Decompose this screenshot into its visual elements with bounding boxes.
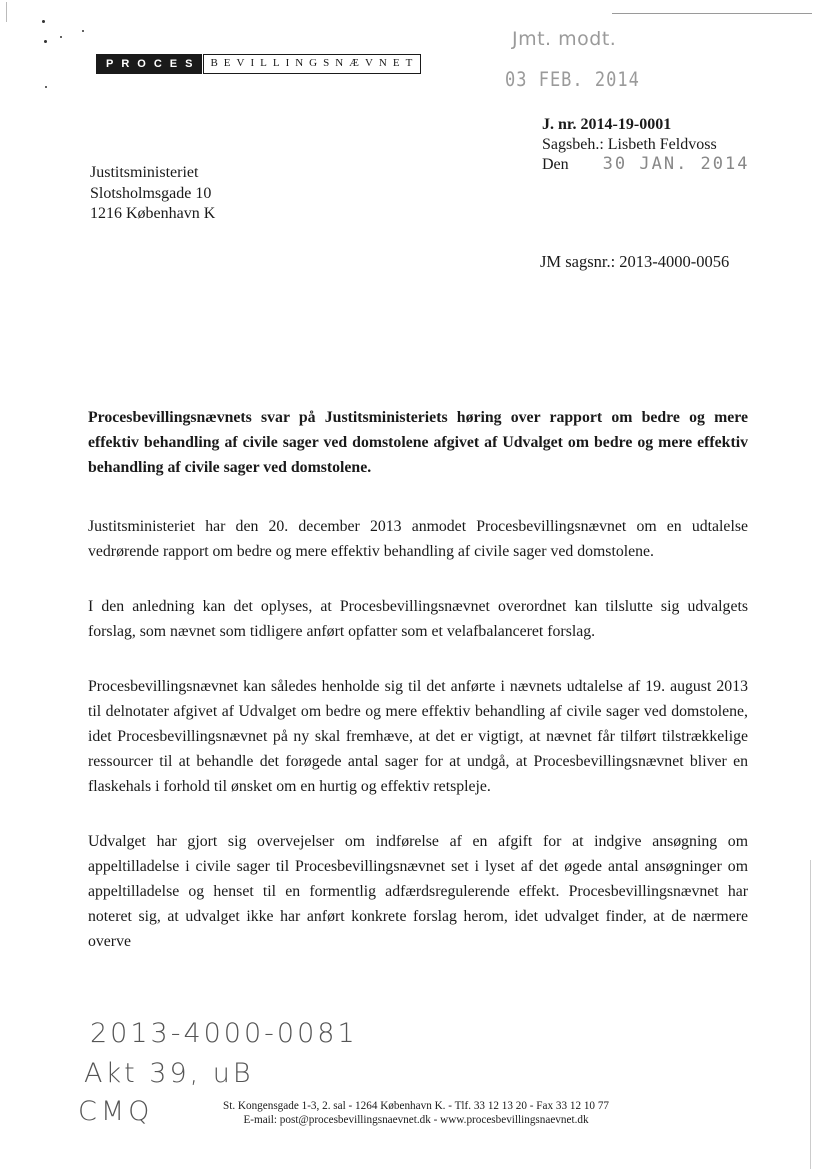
body-paragraph: Justitsministeriet har den 20. december 2013 anmodet Procesbevillingsnævnet om en udtalelse vedrørende rapport om bedre og mere effektiv behandling af civile sager ved domstolene. [88,518,748,560]
case-number: J. nr. 2014-19-0001 [542,116,672,133]
body-paragraph: Procesbevillingsnævnet kan således henholde sig til det anførte i nævnets udtalelse af 19. august 2013 til delnotater afgivet af Udvalget om bedre og mere effektiv behandling af civile sager ved domstolene, idet Procesbevillingsnævnet på ny skal fremhæve, at det er vigtigt, at nævnet får tilført tilstrækkelige ressourcer til at behandle det forøgede antal sager for at undgå, at Procesbevillingsnævnet bliver en flaskehals i forhold til ønsket om en hurtig og effektiv retspleje. [88,678,748,795]
footer-contact: E-mail: post@procesbevillingsnaevnet.dk - www.procesbevillingsnaevnet.dk [243,1114,589,1126]
footer-address: St. Kongensgade 1-3, 2. sal - 1264 København K. - Tlf. 33 12 13 20 - Fax 33 12 10 77 [222,1100,610,1112]
organization-logo [96,54,421,74]
received-date-stamp: 03 FEB. 2014 [505,68,640,92]
letter-date [542,154,749,175]
recipient-city: 1216 København K [90,205,216,222]
letter-footer [186,1099,646,1127]
body-paragraph: Udvalget har gjort sig overvejelser om indførelse af en afgift for at indgive ansøgning om appeltilladelse i civile sager til Procesbevillingsnævnet set i lyset af det øgede antal ansøgninger om appeltilladelse og henset til en formentlig adfærdsregulerende effekt. Procesbevillingsnævnet har noteret sig, at udvalget ikke har anført konkrete forslag herom, idet udvalget finder, at de nærmere overve [88,833,748,950]
recipient-name: Justitsministeriet [90,164,199,181]
handwritten-document-ref: Akt 39, uB [84,1058,254,1089]
scan-speck [82,30,84,32]
scan-speck [45,86,47,88]
letter-heading: Procesbevillingsnævnets svar på Justitsministeriets høring over rapport om bedre og mere effektiv behandling af civile sager ved domstolene afgivet af Udvalget om bedre og mere effektiv behandling af civile sager ved domstolene. [88,409,748,476]
scan-speck [42,20,45,23]
scan-speck [44,40,47,43]
scan-edge-line [810,860,811,1169]
case-handler: Sagsbeh.: Lisbeth Feldvoss [542,136,717,153]
date-stamp: 30 JAN. 2014 [602,154,750,174]
scan-edge-line [612,13,812,14]
received-stamp: Jmt. modt. [512,28,617,50]
jm-case-number: JM sagsnr.: 2013-4000-0056 [540,252,730,271]
scan-speck [60,36,62,38]
logo-light-part: BEVILLINGSNÆVNET [203,54,421,74]
handwritten-initials: CMQ [78,1096,154,1127]
recipient-address [90,163,215,225]
handwritten-case-number: 2013-4000-0081 [90,1018,358,1049]
date-label: Den [542,156,569,173]
logo-dark-part: PROCES [96,54,202,74]
scan-edge-line [6,2,7,22]
body-paragraph: I den anledning kan det oplyses, at Procesbevillingsnævnet overordnet kan tilslutte sig udvalgets forslag, som nævnet som tidligere anført opfatter som et velafbalanceret forslag. [88,598,748,640]
letter-body [88,405,748,984]
recipient-street: Slotsholmsgade 10 [90,184,212,202]
